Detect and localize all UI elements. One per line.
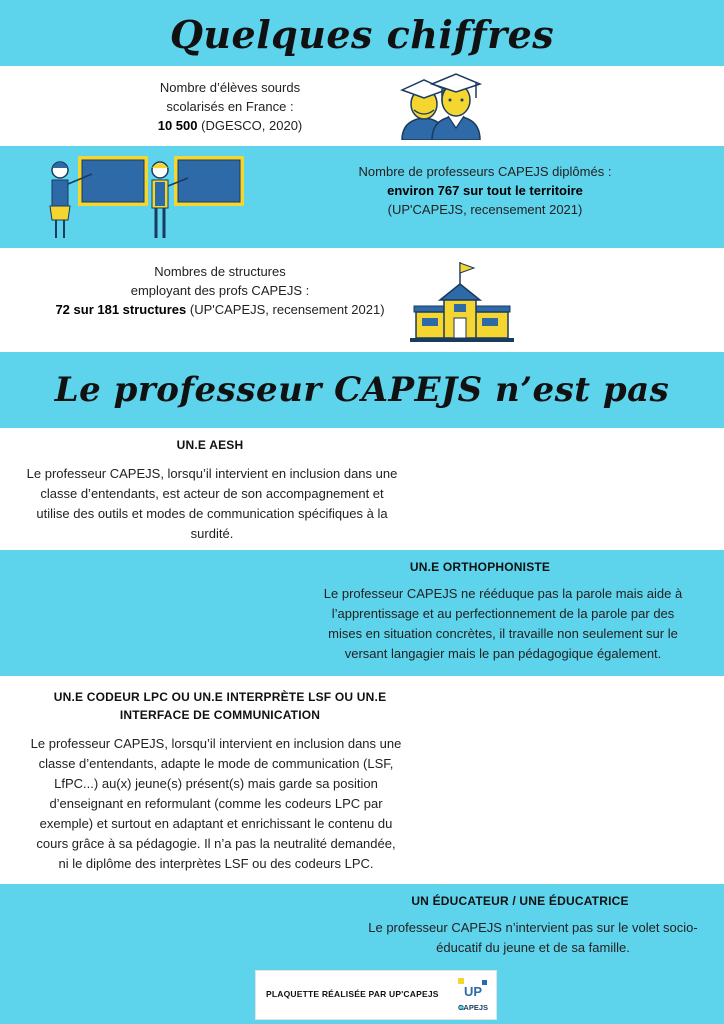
codeur-line: ni le diplôme des interprètes LSF ou des codeurs LPC. [58, 856, 374, 871]
codeur-line: d’enseignant en reformulant (comme les codeurs LPC par [49, 796, 383, 811]
aesh-line: Le professeur CAPEJS, lorsqu’il intervient en inclusion dans une [26, 466, 398, 481]
stat-eleves-line3 [100, 116, 360, 135]
footer-card [255, 970, 497, 1020]
codeur-heading-line2: INTERFACE DE COMMUNICATION [119, 708, 321, 722]
stat-eleves-value: 10 500 [157, 118, 198, 133]
upcapejs-logo [456, 976, 490, 1016]
stat-eleves-line2: scolarisés en France : [166, 99, 294, 114]
stat-eleves-line1: Nombre d’élèves sourds [159, 80, 301, 95]
stat-profs-source: (UP'CAPEJS, recensement 2021) [387, 202, 583, 217]
logo-bottom-text: CAPEJS [457, 1003, 489, 1012]
codeur-line: LfPC...) au(x) jeune(s) présent(s) mais garde sa position [54, 776, 378, 791]
codeur-heading-line1: UN.E CODEUR LPC OU UN.E INTERPRÈTE LSF OU UN.E [53, 690, 387, 704]
section-title: Le professeur CAPEJS n’est pas [54, 370, 670, 410]
graduates-icon [388, 70, 492, 140]
stat-profs [320, 162, 650, 219]
stat-eleves [100, 78, 360, 135]
stat-structures-line1: Nombres de structures [154, 264, 286, 279]
educ-line: Le professeur CAPEJS n’intervient pas sur le volet socio- [368, 920, 698, 935]
aesh-body [10, 464, 414, 544]
codeur-line: cours grâce à sa pédagogie. Il n’a pas la neutralité demandée, [36, 836, 396, 851]
codeur-heading [20, 688, 420, 724]
ortho-heading: UN.E ORTHOPHONISTE [409, 560, 551, 574]
stat-structures-line3 [40, 300, 400, 319]
teachers-icon [38, 152, 248, 244]
school-icon [410, 260, 514, 344]
aesh-line: utilise des outils et modes de communication spécifiques à la [36, 506, 388, 521]
ortho-line: l’apprentissage et au perfectionnement de la parole par des [331, 606, 675, 621]
stat-eleves-source: (DGESCO, 2020) [197, 118, 303, 133]
codeur-line: classe d’entendants, adapte le mode de communication (LSF, [38, 756, 394, 771]
stat-structures-value: 72 sur 181 structures [55, 302, 187, 317]
ortho-body [300, 584, 706, 664]
footer-text: PLAQUETTE RÉALISÉE PAR UP'CAPEJS [266, 989, 439, 999]
stat-structures-line2: employant des profs CAPEJS : [130, 283, 310, 298]
educ-body [350, 918, 716, 958]
ortho-line: Le professeur CAPEJS ne rééduque pas la parole mais aide à [323, 586, 683, 601]
stat-structures-source: (UP'CAPEJS, recensement 2021) [186, 302, 385, 317]
aesh-heading: UN.E AESH [176, 438, 244, 452]
educ-line: éducatif du jeune et de sa famille. [436, 940, 630, 955]
aesh-line: surdité. [190, 526, 234, 541]
stat-profs-value: environ 767 sur tout le territoire [387, 183, 583, 198]
ortho-line: versant langagier mais le pan pédagogique également. [344, 646, 662, 661]
stat-structures [40, 262, 400, 319]
codeur-line: Le professeur CAPEJS, lorsqu’il intervient en inclusion dans une [30, 736, 402, 751]
aesh-line: classe d’entendants, est acteur de son accompagnement et [40, 486, 384, 501]
logo-top-text: UP [463, 984, 483, 999]
stat-profs-line1: Nombre de professeurs CAPEJS diplômés : [358, 164, 612, 179]
main-title: Quelques chiffres [169, 12, 555, 57]
ortho-line: mises en situation concrètes, il travaille non seulement sur le [328, 626, 678, 641]
educ-heading: UN ÉDUCATEUR / UNE ÉDUCATRICE [411, 894, 629, 908]
codeur-body [10, 734, 422, 874]
codeur-line: exemple) et surtout en adaptant et enrichissant le contenu du [39, 816, 393, 831]
